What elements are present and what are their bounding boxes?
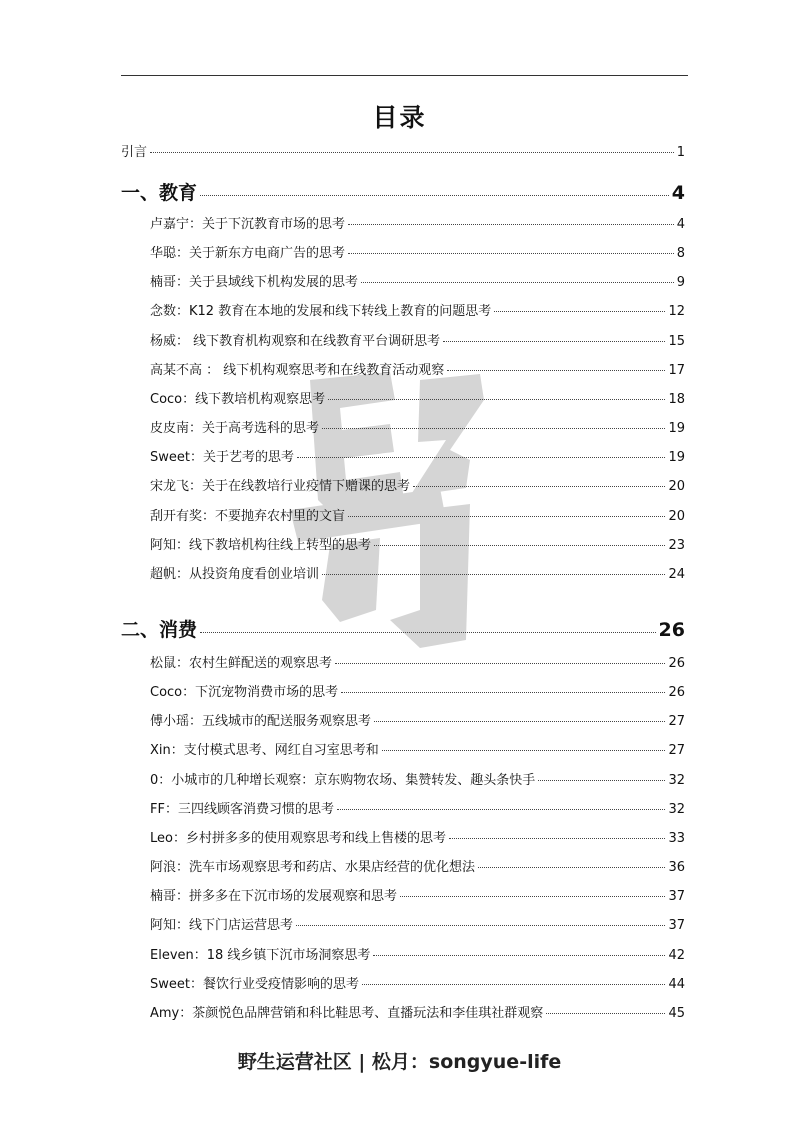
toc-entry-label: 念数：K12 教育在本地的发展和线下转线上教育的问题思考 <box>150 304 492 319</box>
toc-page-number: 26 <box>668 656 685 671</box>
toc-page-number: 19 <box>668 450 685 465</box>
toc-page-number: 4 <box>671 182 685 204</box>
dot-leader <box>200 632 656 633</box>
toc-entry-label: 阿知：线下教培机构往线上转型的思考 <box>150 538 372 553</box>
toc-section-heading[interactable] <box>121 615 685 642</box>
dot-leader <box>348 253 674 254</box>
toc-entry[interactable] <box>150 242 685 261</box>
toc-entry[interactable] <box>150 710 685 729</box>
toc-page-number: 17 <box>668 363 685 378</box>
toc-page-number: 26 <box>668 685 685 700</box>
toc-entry-label: 阿知：线下门店运营思考 <box>150 918 294 933</box>
toc-entry-label: 楠哥：关于县域线下机构发展的思考 <box>150 275 359 290</box>
dot-leader <box>478 867 665 868</box>
dot-leader <box>447 370 665 371</box>
toc-entry[interactable] <box>150 300 685 319</box>
toc-entry[interactable] <box>150 769 685 788</box>
toc-page-number: 27 <box>668 743 685 758</box>
dot-leader <box>200 195 669 196</box>
toc-entry-label: 刮开有奖：不要抛弃农村里的文盲 <box>150 509 346 524</box>
toc-entry-label: 松鼠：农村生鲜配送的观察思考 <box>150 656 333 671</box>
dot-leader <box>374 545 665 546</box>
toc-entry-label: Xin：支付模式思考、网红自习室思考和 <box>150 743 379 758</box>
toc-entry[interactable] <box>150 652 685 671</box>
toc-entry[interactable] <box>150 388 685 407</box>
toc-entry[interactable] <box>150 505 685 524</box>
toc-entry[interactable] <box>150 330 685 349</box>
toc-page-number: 26 <box>658 619 685 641</box>
dot-leader <box>538 780 665 781</box>
dot-leader <box>449 838 665 839</box>
dot-leader <box>374 721 665 722</box>
toc-entry-label: 楠哥：拼多多在下沉市场的发展观察和思考 <box>150 889 398 904</box>
toc-entry-label: Coco：线下教培机构观察思考 <box>150 392 326 407</box>
dot-leader <box>296 925 665 926</box>
toc-page-number: 20 <box>668 479 685 494</box>
toc-page-number: 37 <box>668 918 685 933</box>
toc-entry[interactable] <box>150 973 685 992</box>
toc-entry-label: 杨威： 线下教育机构观察和在线教育平台调研思考 <box>150 334 441 349</box>
dot-leader <box>373 955 665 956</box>
toc-page-number: 44 <box>668 977 685 992</box>
dot-leader <box>413 486 665 487</box>
toc-page-number: 1 <box>676 145 685 160</box>
toc-entry[interactable] <box>150 914 685 933</box>
toc-page-number: 18 <box>668 392 685 407</box>
toc-entry-label: 二、消费 <box>121 619 198 641</box>
dot-leader <box>337 809 665 810</box>
dot-leader <box>322 428 665 429</box>
dot-leader <box>443 341 665 342</box>
toc-entry[interactable] <box>150 739 685 758</box>
dot-leader <box>400 896 665 897</box>
toc-entry-label: 高某不高 ： 线下机构观察思考和在线教育活动观察 <box>150 363 445 378</box>
toc-entry[interactable] <box>150 1002 685 1021</box>
dot-leader <box>297 457 665 458</box>
toc-entry-label: 阿浪：洗车市场观察思考和药店、水果店经营的优化想法 <box>150 860 476 875</box>
dot-leader <box>546 1013 665 1014</box>
page-title: 目录 <box>372 103 427 132</box>
footer-text: 野生运营社区 | 松月：songyue-life <box>237 1051 562 1073</box>
toc-entry[interactable] <box>150 271 685 290</box>
toc-page-number: 36 <box>668 860 685 875</box>
toc-entry-label: 华聪：关于新东方电商广告的思考 <box>150 246 346 261</box>
toc-entry[interactable] <box>150 563 685 582</box>
dot-leader <box>361 282 674 283</box>
toc-page-number: 32 <box>668 773 685 788</box>
toc-entry-label: 超帆：从投资角度看创业培训 <box>150 567 320 582</box>
toc-page-number: 42 <box>668 948 685 963</box>
toc-entry-label: Leo：乡村拼多多的使用观察思考和线上售楼的思考 <box>150 831 446 846</box>
toc-entry[interactable] <box>150 534 685 553</box>
toc-page-number: 20 <box>668 509 685 524</box>
toc-entry[interactable] <box>150 417 685 436</box>
toc-entry[interactable] <box>150 798 685 817</box>
toc-entry[interactable] <box>150 856 685 875</box>
toc-page-number: 15 <box>668 334 685 349</box>
toc-entry-label: 宋龙飞：关于在线教培行业疫情下赠课的思考 <box>150 479 411 494</box>
dot-leader <box>348 516 665 517</box>
toc-entry-label: FF：三四线顾客消费习惯的思考 <box>150 802 334 817</box>
dot-leader <box>150 152 674 153</box>
toc-entry[interactable] <box>150 446 685 465</box>
toc-page-number: 24 <box>668 567 685 582</box>
toc-entry-label: Sweet：餐饮行业受疫情影响的思考 <box>150 977 359 992</box>
toc-entry-label: Coco：下沉宠物消费市场的思考 <box>150 685 339 700</box>
toc-page-number: 27 <box>668 714 685 729</box>
toc-entry[interactable] <box>150 944 685 963</box>
toc-section-heading[interactable] <box>121 178 685 205</box>
dot-leader <box>382 750 666 751</box>
toc-entry[interactable] <box>150 213 685 232</box>
header-rule <box>121 75 688 76</box>
toc-page-number: 12 <box>668 304 685 319</box>
toc-entry-label: 傅小瑶：五线城市的配送服务观察思考 <box>150 714 372 729</box>
dot-leader <box>322 574 665 575</box>
toc-page-number: 23 <box>668 538 685 553</box>
dot-leader <box>494 311 665 312</box>
toc-entry-label: 皮皮南：关于高考选科的思考 <box>150 421 320 436</box>
toc-page-number: 9 <box>676 275 685 290</box>
dot-leader <box>348 224 674 225</box>
toc-entry-label: 一、教育 <box>121 182 198 204</box>
toc-entry-label: Sweet：关于艺考的思考 <box>150 450 294 465</box>
toc-page-number: 32 <box>668 802 685 817</box>
toc-page-number: 19 <box>668 421 685 436</box>
toc-page-number: 8 <box>676 246 685 261</box>
dot-leader <box>328 399 665 400</box>
toc-page-number: 33 <box>668 831 685 846</box>
toc-entry-intro[interactable] <box>121 141 685 160</box>
toc-entry[interactable] <box>150 885 685 904</box>
toc-entry-label: 0：小城市的几种增长观察：京东购物农场、集赞转发、趣头条快手 <box>150 773 536 788</box>
toc-page-number: 4 <box>676 217 685 232</box>
toc-page-number: 37 <box>668 889 685 904</box>
dot-leader <box>341 692 665 693</box>
toc-entry-label: Eleven：18 线乡镇下沉市场洞察思考 <box>150 948 371 963</box>
toc-entry[interactable] <box>150 681 685 700</box>
toc-entry[interactable] <box>150 475 685 494</box>
toc-page-number: 45 <box>668 1006 685 1021</box>
dot-leader <box>362 984 665 985</box>
toc-entry-label: 引言 <box>121 145 148 160</box>
toc-entry[interactable] <box>150 827 685 846</box>
dot-leader <box>335 663 665 664</box>
toc-entry-label: Amy：茶颜悦色品牌营销和科比鞋思考、直播玩法和李佳琪社群观察 <box>150 1006 544 1021</box>
toc-entry[interactable] <box>150 359 685 378</box>
toc-entry-label: 卢嘉宁：关于下沉教育市场的思考 <box>150 217 346 232</box>
